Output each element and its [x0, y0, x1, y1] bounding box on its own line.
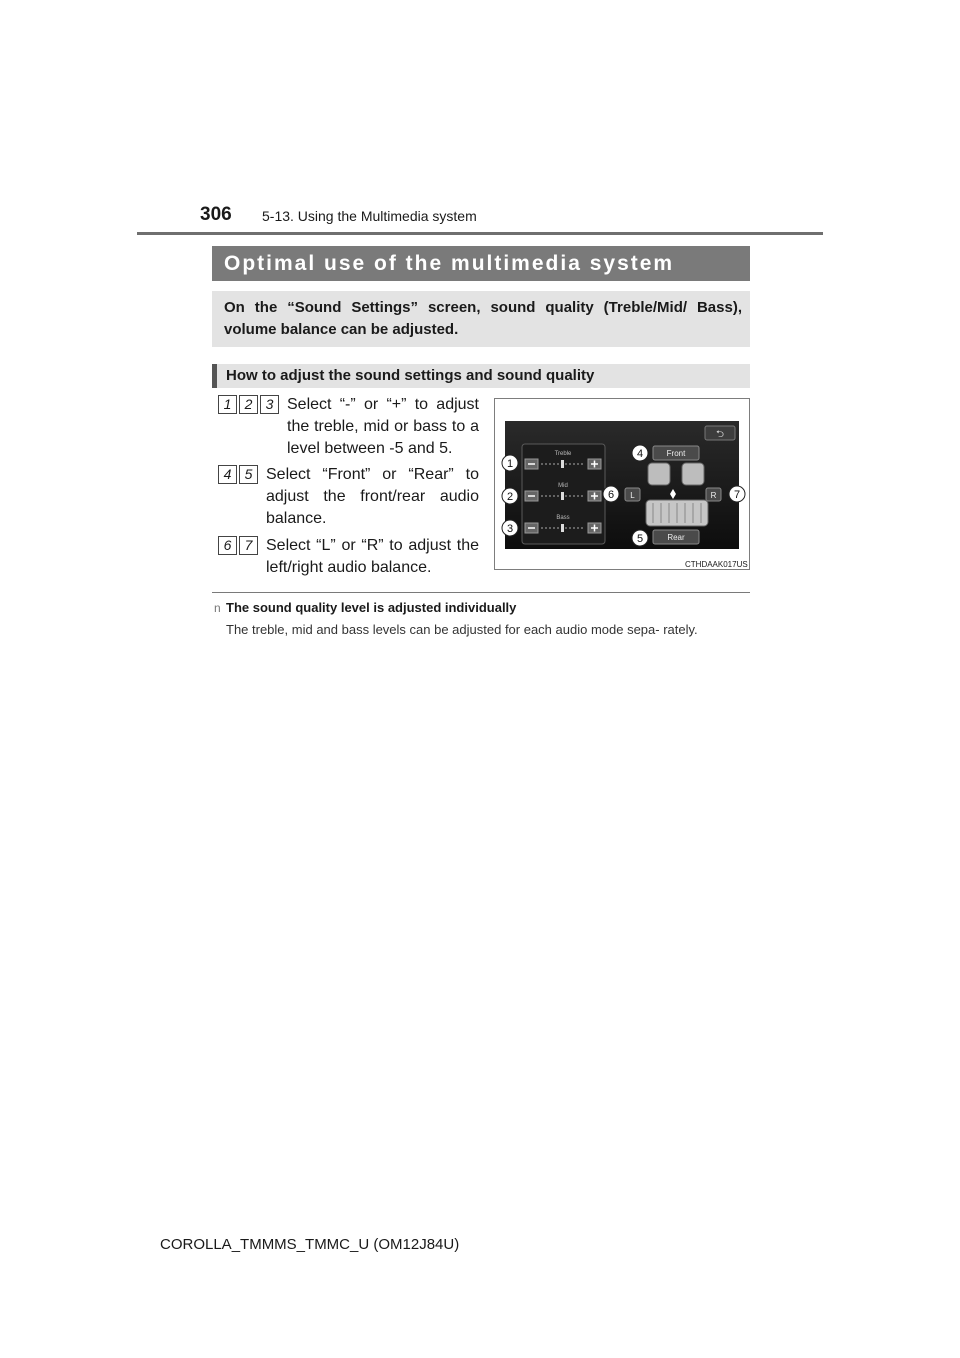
step-number: 4	[218, 465, 237, 484]
step-number: 1	[218, 395, 237, 414]
front-right-seat	[682, 463, 704, 485]
callout-number: 4	[636, 448, 644, 460]
intro-text: On the “Sound Settings” screen, sound quality (Treble/Mid/ Bass), volume balance can be adjusted.	[212, 291, 750, 347]
slider-label-bass: Bass	[556, 515, 570, 521]
step-number: 7	[239, 536, 258, 555]
figure-caption: CTHDAAK017US	[685, 560, 748, 569]
slider-label-mid: Mid	[558, 483, 568, 489]
back-icon: ⮌	[715, 429, 725, 440]
header-rule	[137, 232, 823, 235]
callout-6	[603, 486, 619, 502]
page-title: Optimal use of the multimedia system	[212, 246, 750, 281]
callout-number: 2	[506, 491, 514, 503]
front-button-label: Front	[666, 449, 686, 458]
step-number: 6	[218, 536, 237, 555]
section-reference: 5-13. Using the Multimedia system	[262, 208, 477, 224]
right-button-label: R	[710, 491, 717, 500]
callout-number: 5	[636, 533, 644, 545]
subheading: How to adjust the sound settings and sound quality	[212, 364, 750, 388]
step-number: 3	[260, 395, 279, 414]
step-numbers-2	[218, 465, 258, 484]
callout-1	[502, 455, 518, 471]
section-rule	[212, 592, 750, 593]
rear-button-label: Rear	[667, 533, 685, 542]
callout-number: 6	[607, 489, 615, 501]
callout-2	[502, 488, 518, 504]
callout-5	[632, 530, 648, 546]
mid-slider-thumb[interactable]	[561, 492, 564, 500]
step-text-3: Select “L” or “R” to adjust the left/right audio balance.	[266, 537, 479, 576]
callout-4	[632, 445, 648, 461]
step-text-1: Select “-” or “+” to adjust the treble, mid or bass to a level between -5 and 5.	[287, 396, 479, 457]
callout-number: 1	[506, 458, 514, 470]
slider-label-treble: Treble	[554, 451, 572, 457]
step-number: 5	[239, 465, 258, 484]
front-left-seat	[648, 463, 670, 485]
step-number: 2	[239, 395, 258, 414]
sound-settings-figure	[494, 398, 750, 570]
callout-3	[502, 520, 518, 536]
step-numbers-1	[218, 395, 279, 414]
note-heading: The sound quality level is adjusted individually	[226, 600, 517, 615]
page-number: 306	[200, 204, 232, 225]
note-bullet: n	[214, 601, 221, 615]
callout-number: 7	[733, 489, 741, 501]
treble-slider-thumb[interactable]	[561, 460, 564, 468]
bass-slider-thumb[interactable]	[561, 524, 564, 532]
left-button-label: L	[630, 491, 635, 500]
note-body: The treble, mid and bass levels can be adjusted for each audio mode sepa- rately.	[226, 622, 698, 637]
callout-7	[729, 486, 745, 502]
step-numbers-3	[218, 536, 258, 555]
callout-number: 3	[506, 523, 514, 535]
footer-document-id: COROLLA_TMMMS_TMMC_U (OM12J84U)	[160, 1236, 460, 1253]
sound-settings-screen-illustration	[495, 399, 749, 569]
step-text-2: Select “Front” or “Rear” to adjust the front/rear audio balance.	[266, 466, 479, 527]
